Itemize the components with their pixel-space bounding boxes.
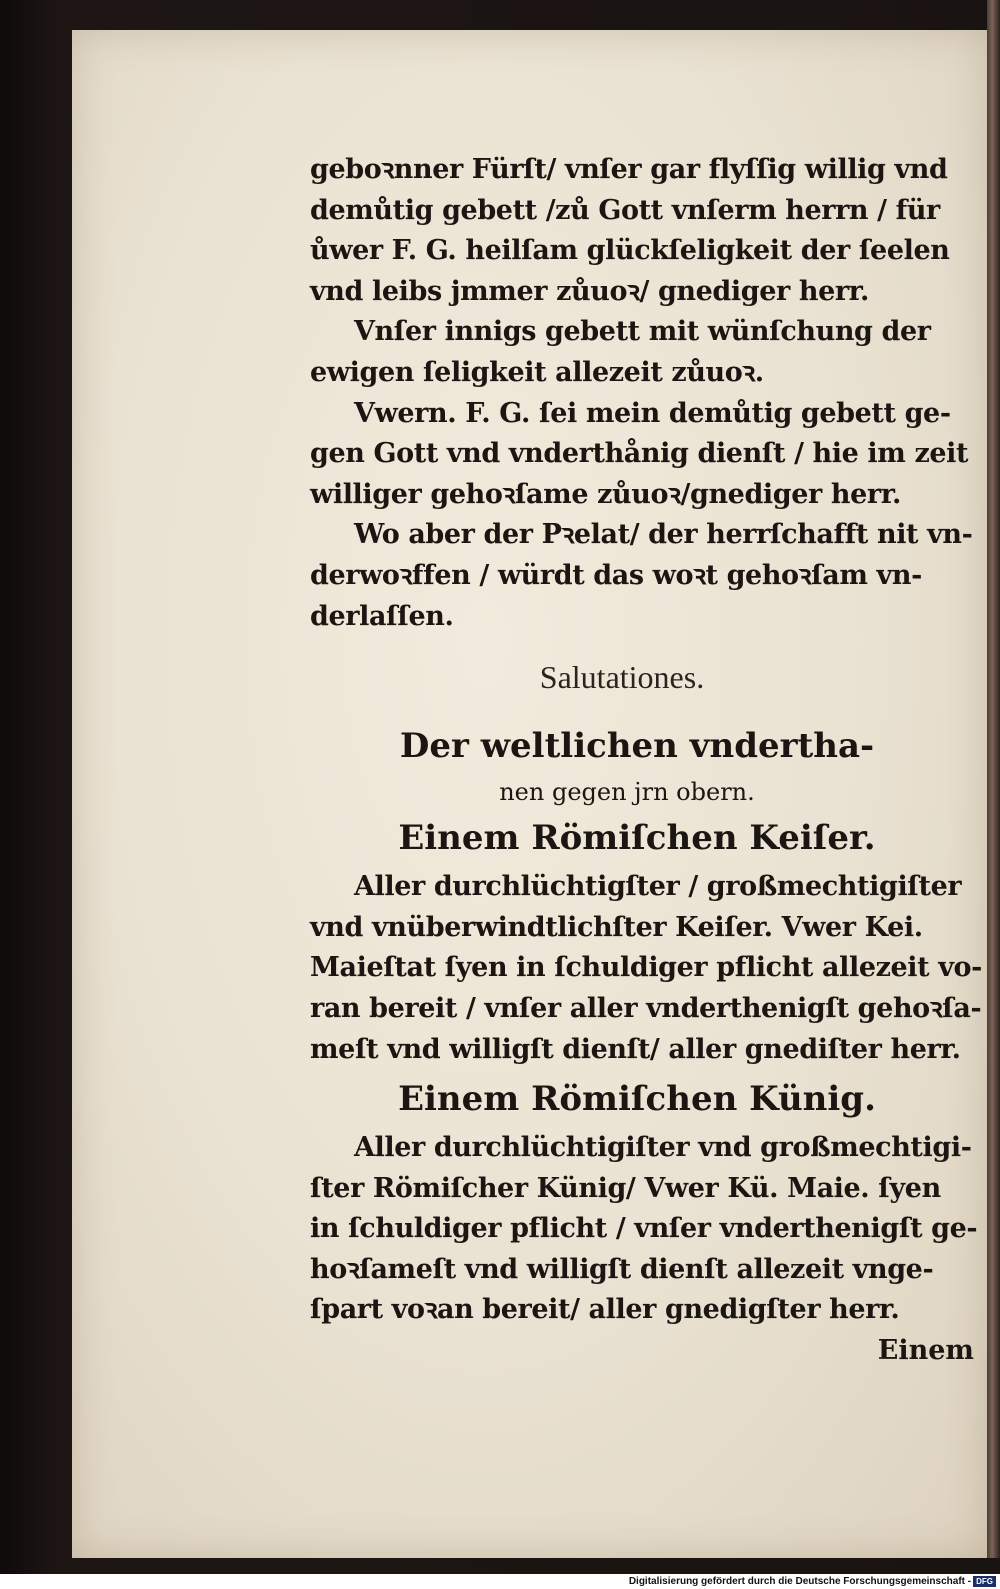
text-line: gen Gott vnd vnderthånig dienſt / hie im zeit xyxy=(310,438,969,470)
entry-heading: Einem Römiſchen Keiſer. xyxy=(398,818,876,859)
text-line: ewigen ſeligkeit allezeit zůuoꝛ. xyxy=(310,356,764,388)
subsection-subheading: nen gegen jrn obern. xyxy=(499,778,755,807)
text-line: hoꝛſameſt vnd willigſt dienſt allezeit vnge- xyxy=(310,1253,934,1285)
footer-text: Digitalisierung gefördert durch die Deutsche Forschungsgemeinschaft - xyxy=(628,1576,972,1587)
text-line: Maieſtat ſyen in ſchuldiger pflicht allezeit vo- xyxy=(310,952,982,984)
entry-kunig xyxy=(310,1070,978,1331)
dfg-logo: DFG xyxy=(973,1576,996,1587)
text-line: ſter Römiſcher Künig/ Vwer Kü. Maie. ſyen xyxy=(310,1172,941,1204)
paragraph-2 xyxy=(310,312,974,393)
text-line: derwoꝛffen / würdt das woꝛt gehoꝛſam vn- xyxy=(310,559,922,591)
text-line: Aller durchlüchtigſter / großmechtigiſter xyxy=(354,871,962,903)
text-line: ſpart voꝛan bereit/ aller gnedigſter herr. xyxy=(310,1294,900,1326)
paragraph-4 xyxy=(310,515,974,637)
text-line: derlaſſen. xyxy=(310,600,454,632)
text-line: Aller durchlüchtigiſter vnd großmechtigi- xyxy=(354,1132,972,1164)
text-line: ůwer F. G. heilſam glückſeligkeit der ſeelen xyxy=(310,235,950,267)
paragraph-3 xyxy=(310,394,974,516)
page-text-block xyxy=(310,150,982,1371)
digitization-footer xyxy=(0,1574,1000,1589)
text-line: demůtig gebett /zů Gott vnſerm herrn / für xyxy=(310,194,940,226)
text-line: williger gehoꝛſame zůuoꝛ/gnediger herr. xyxy=(310,478,902,510)
book-spine xyxy=(987,0,1000,1558)
text-line: geboꝛnner Fürſt/ vnſer gar flyſſig willig vnd xyxy=(310,154,948,185)
catchword: Einem xyxy=(877,1335,974,1367)
entry-heading: Einem Römiſchen Künig. xyxy=(398,1079,876,1120)
text-line: Vnſer innigs gebett mit wünſchung der xyxy=(354,316,931,348)
subsection-heading: Der weltlichen vndertha- xyxy=(399,726,875,767)
paragraph-1 xyxy=(310,150,974,312)
text-line: ran bereit / vnſer aller vnderthenigſt gehoꝛſa- xyxy=(310,992,982,1024)
text-line: vnd leibs jmmer zůuoꝛ/ gnediger herr. xyxy=(310,275,870,307)
text-line: meſt vnd willigſt dienſt/ aller gnediſter herr. xyxy=(310,1033,961,1065)
text-line: vnd vnüberwindtlichſter Keiſer. Vwer Kei. xyxy=(310,911,923,943)
text-line: Wo aber der Pꝛelat/ der herrſchafft nit vn- xyxy=(354,519,973,551)
text-line: in ſchuldiger pflicht / vnſer vnderthenigſt ge- xyxy=(310,1213,978,1245)
text-line: Vwern. F. G. ſei mein demůtig gebett ge- xyxy=(354,397,951,429)
entry-keiser xyxy=(310,809,982,1070)
section-title: Salutationes. xyxy=(539,659,705,696)
